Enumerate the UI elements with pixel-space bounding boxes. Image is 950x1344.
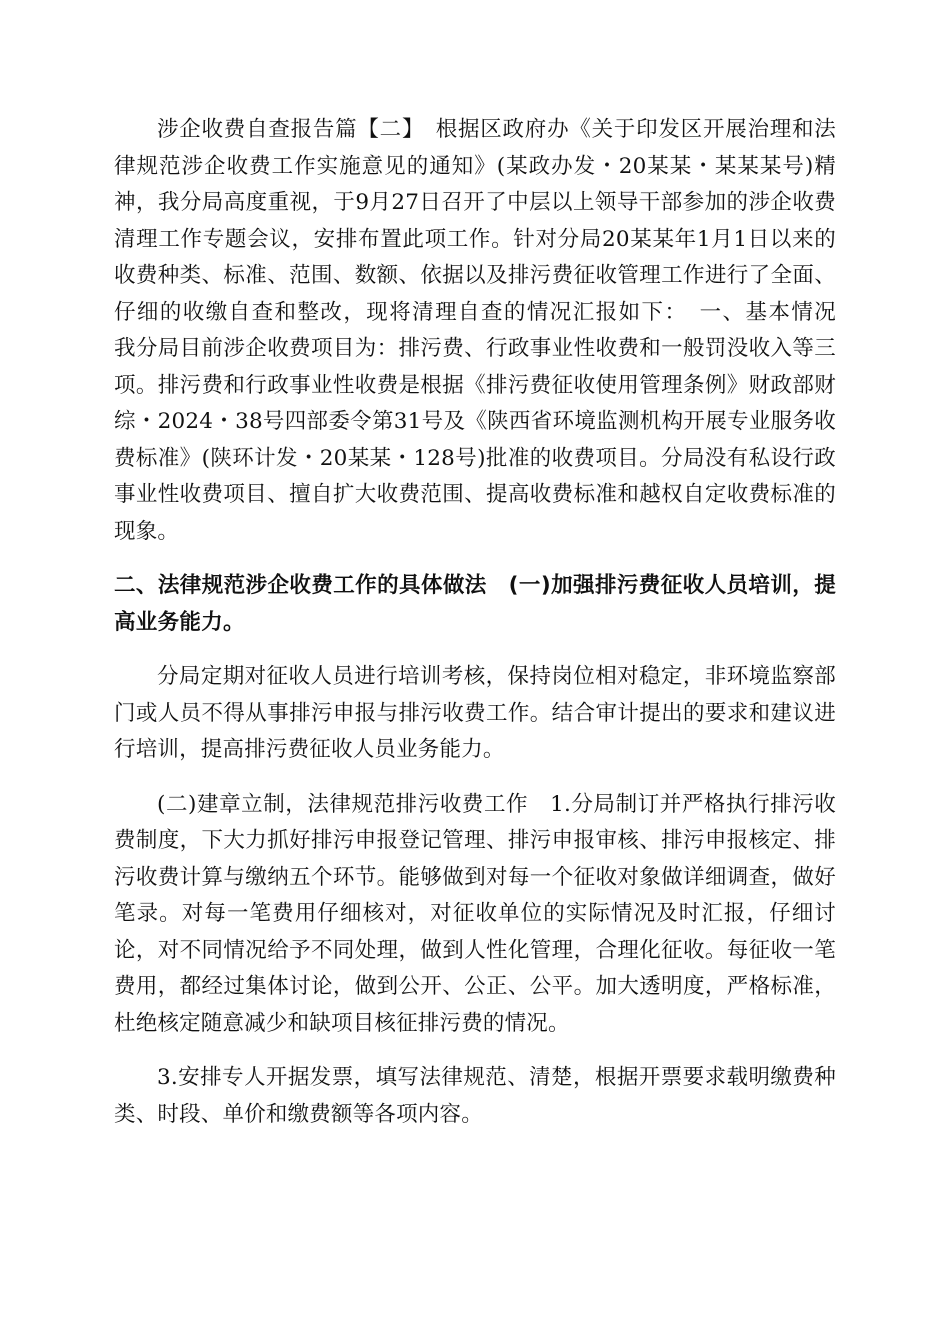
- section-heading: 二、法律规范涉企收费工作的具体做法 (一)加强排污费征收人员培训，提高业务能力。: [114, 573, 836, 635]
- document-page: [114, 112, 858, 1133]
- body-paragraph-intro: 涉企收费自查报告篇【二】 根据区政府办《关于印发区开展治理和法律规范涉企收费工作实施意见的通知》(某政办发・20某某・某某某号)精神，我分局高度重视，于9月27日召开了中层以上领导干部参加的涉企收费清理工作专题会议，安排布置此项工作。针对分局20某某年1月1日以来的收费种类、标准、范围、数额、依据以及排污费征收管理工作进行了全面、仔细的收缴自查和整改，现将清理自查的情况汇报如下： 一、基本情况 我分局目前涉企收费项目为：排污费、行政事业性收费和一般罚没收入等三项。排污费和行政事业性收费是根据《排污费征收使用管理条例》财政部财综・2024・38号四部委令第31号及《陕西省环境监测机构开展专业服务收费标准》(陕环计发・20某某・128号)批准的收费项目。分局没有私设行政事业性收费项目、擅自扩大收费范围、提高收费标准和越权自定收费标准的现象。: [114, 117, 858, 544]
- body-paragraph-invoices: 3.安排专人开据发票，填写法律规范、清楚，根据开票要求载明缴费种类、时段、单价和缴费额等各项内容。: [114, 1065, 836, 1127]
- body-paragraph-regulations: (二)建章立制，法律规范排污收费工作 1.分局制订并严格执行排污收费制度，下大力抓好排污申报登记管理、排污申报审核、排污申报核定、排污收费计算与缴纳五个环节。能够做到对每一个征收对象做详细调查，做好笔录。对每一笔费用仔细核对，对征收单位的实际情况及时汇报，仔细讨论，对不同情况给予不同处理，做到人性化管理，合理化征收。每征收一笔费用，都经过集体讨论，做到公开、公正、公平。加大透明度，严格标准，杜绝核定随意减少和缺项目核征排污费的情况。: [114, 791, 836, 1036]
- body-paragraph-training: 分局定期对征收人员进行培训考核，保持岗位相对稳定，非环境监察部门或人员不得从事排污申报与排污收费工作。结合审计提出的要求和建议进行培训，提高排污费征收人员业务能力。: [114, 664, 836, 762]
